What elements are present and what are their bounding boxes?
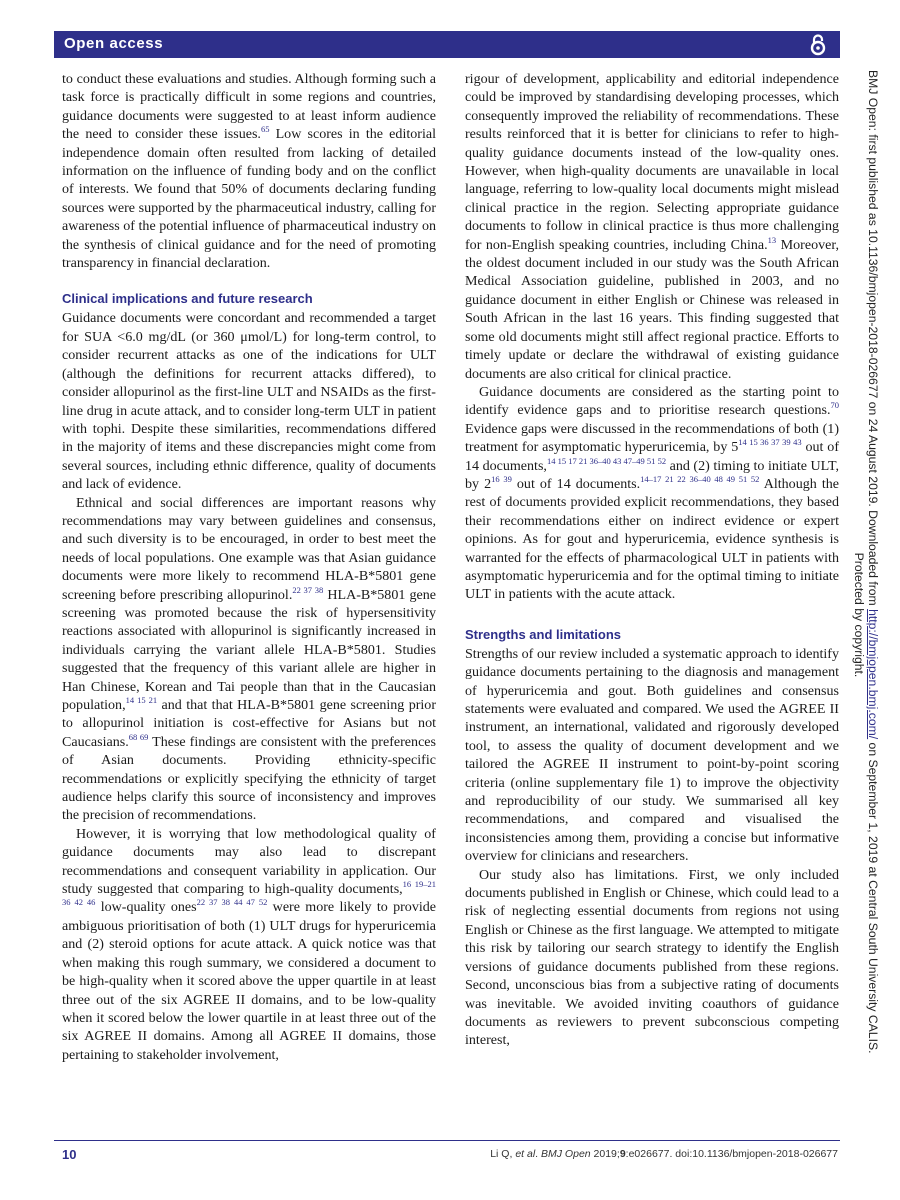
left-column [62,70,436,1064]
citation-ref[interactable]: 14 15 36 37 39 43 [738,437,802,448]
copyright-notice: Protected by copyright. [852,552,866,678]
paragraph: rigour of development, applicability and editorial independence could be improved by standardising developing processes, which consequently improved the reliability of recommendations. These results reinforced that it is better for clinicians to refer to high-quality guidance documents instead of the low-quality ones. However, when high-quality documents are unavailable in local language, referring to low-quality local documents might mislead clinical practice in the region. Selecting appropriate guidance documents to follow in clinical practice is thus more challenging for non-English speaking countries, including China.$^{13}$ Moreover, the oldest document included in our study was the South African Medical Association guideline, published in 2003, and no guidance document in either English or Chinese was released in South African in the last 16 years. This finding suggested that some old documents might still affect regional practice. Efforts to timely update or declare the withdrawal of existing guidance documents are also critical for clinical practice. [465,71,839,382]
citation-ref[interactable]: 22 37 38 44 47 52 [196,897,268,908]
citation-ref[interactable]: 16 39 [491,473,512,484]
citation-ref[interactable]: 70 [830,400,839,411]
footer-divider [54,1140,840,1141]
journal-link[interactable]: http://bmjopen.bmj.com/ [866,609,880,740]
open-access-lock-icon [810,33,826,56]
paragraph: Our study also has limitations. First, we only included documents published in English or Chinese, which could lead to a risk of neglecting essential documents from regions not using English or Chinese as the first language. We attempted to mitigate this risk by tailoring our search strategy to identify the English versions of guidance documents published from these regions. Second, unconscious bias from a subjective rating of documents was inevitable. We avoided inviting coauthors of guidance documents as reviewers to prevent subconscious competing interest, [465,866,839,1049]
paragraph: Guidance documents are considered as the starting point to identify evidence gaps and to prioritise research questions.$^{70}$ Evidence gaps were discussed in the recommendations of both (1) treatment for asymptomatic hyperuricemia, by $5^{14 15 36 37 39 43}$ out of 14 documents,$^{14 15 17 21 36-40 43 47-49 51 52}$ and (2) timing to initiate ULT, by $2^{16 39}$ out of 14 documents.$^{14-17 21 22 36-40 48 49 51 52}$ Although the rest of documents provided explicit recommendations, they based their recommendations either on indirect evidence or expert opinions. As for gout and hyperuricemia, evidence synthesis is warranted for the effects of pharmacological ULT in patients with asymptomatic hyperuricemia and for the optimal timing to initiate ULT in patients with the acute attack. [465,383,839,603]
citation-ref[interactable]: 14 15 21 [125,695,158,705]
section-heading: Strengths and limitations [465,626,622,642]
page-number: 10 [62,1147,77,1162]
section-heading: Clinical implications and future research [62,291,313,307]
right-column [465,70,839,1050]
download-notice-end: on September 1, 2019 at Central South University CALIS. [866,739,880,1054]
citation-ref[interactable]: 14 15 17 21 36–40 43 47–49 51 52 [546,455,667,466]
citation-ref[interactable]: 13 [767,234,777,245]
citation-ref[interactable]: 22 37 38 [292,584,324,595]
paragraph: Ethnical and social differences are important reasons why recommendations may vary between guidelines and consensus, and such diversity is to be encouraged, in order to best meet the needs of local populations. One example was that Asian guidance documents were more likely to recommend HLA-B*5801 gene screening before prescribing allopurinol.$^{22 37 38}$ HLA-B*5801 gene screening was promoted because the risk of hypersensitivity reactions associated with allopurinol is significantly increased in individuals carrying the variant allele HLA-B*5801. Studies suggested that the frequency of this variant allele are higher in Han Chinese, Korean and Tai people than that in the Caucasian population,$^{14 15 21}$ and that that HLA-B*5801 gene screening prior to allopurinol initiation is cost-effective for Asians but not Caucasians.$^{68 69}$ These findings are consistent with the preferences of Asian documents. Providing ethnicity-specific recommendations or explicitly specifying the ethnicity of target audience helps clarify this source of inconsistency and improves the precision of recommendations. [62,494,437,824]
download-notice: BMJ Open: first published as 10.1136/bmjopen-2018-026677 on 24 August 2019. Downloaded from [866,70,880,610]
paragraph: However, it is worrying that low methodological quality of guidance documents may also lead to discrepant recommendations and consequent variability in application. Our study suggested that comparing to high-quality documents,$^{16 19-21 36 42 46}$ low-quality ones$^{22 37 38 44 47 52}$ were more likely to provide ambiguous prioritisation of both (1) ULT drugs for hyperuricemia and (2) steroid options for acute attack. A quick notice was that when making this rough summary, we considered a document to be high-quality when it scored above the upper quartile in at least three out of the six AGREE II domains, and to be low-quality when it scored below the lower quartile in at least three out of the six AGREE II domains. Among all AGREE II domains, those pertaining to stakeholder involvement, [62,825,436,1063]
paragraph: Guidance documents were concordant and recommended a target for SUA <6.0 mg/dL (or 360 μmol/L) for long-term control, to consider recurrent attacks as one of the indications for ULT (although the definitions for recurrent attacks differed), to consider allopurinol as the first-line ULT and NSAIDs as the first-line drug in acute attack, and to consider long-term ULT in patient with tophi. Despite these similarities, recommendations differed in the majority of items and these discrepancies might come from several sources, including ethnic difference, quality of documents and lack of evidence. [62,310,436,493]
citation-ref[interactable]: 16 19–21 36 42 46 [62,879,436,908]
paragraph: Strengths of our review included a systematic approach to identify guidance documents pertaining to the diagnosis and management of hyperuricemia and gout. Both guidelines and consensus statements were evaluated and compared. We used the AGREE II instrument, an international, validated and rigorously developed tool, to assess the quality of document development and we tailored the AGREE II instrument to point-by-point scoring criteria (online supplementary file 1) to improve the objectivity and reproducibility of our study. We summarised all key recommendations, and compared and visualised the inconsistencies among them, providing a concise but informative overview for clinicians and researchers. [465,645,839,865]
citation-ref[interactable]: 68 69 [128,731,149,742]
article-citation: Li Q, et al. BMJ Open 2019;9:e026677. doi:10.1136/bmjopen-2018-026677 [490,1148,838,1160]
section-banner [54,31,840,58]
citation-ref[interactable]: 65 [260,124,270,135]
paragraph: to conduct these evaluations and studies. Although forming such a task force is practically difficult in some regions and countries, guidance documents were suggested to at least inform audience the need to consider these issues.$^{65}$ Low scores in the editorial independence domain often resulted from lacking of detailed information on the influence of funding body and on the conflict of interests. We found that 50% of documents declaring funding sources were supported by the pharmaceutical industry, calling for awareness of the potential influence of pharmaceutical industry on the synthesis of clinical guidance and for the need of promoting transparency in financial declaration. [62,71,436,272]
section-title: Open access [64,35,164,52]
citation-ref[interactable]: 14–17 21 22 36–40 48 49 51 52 [640,473,760,484]
